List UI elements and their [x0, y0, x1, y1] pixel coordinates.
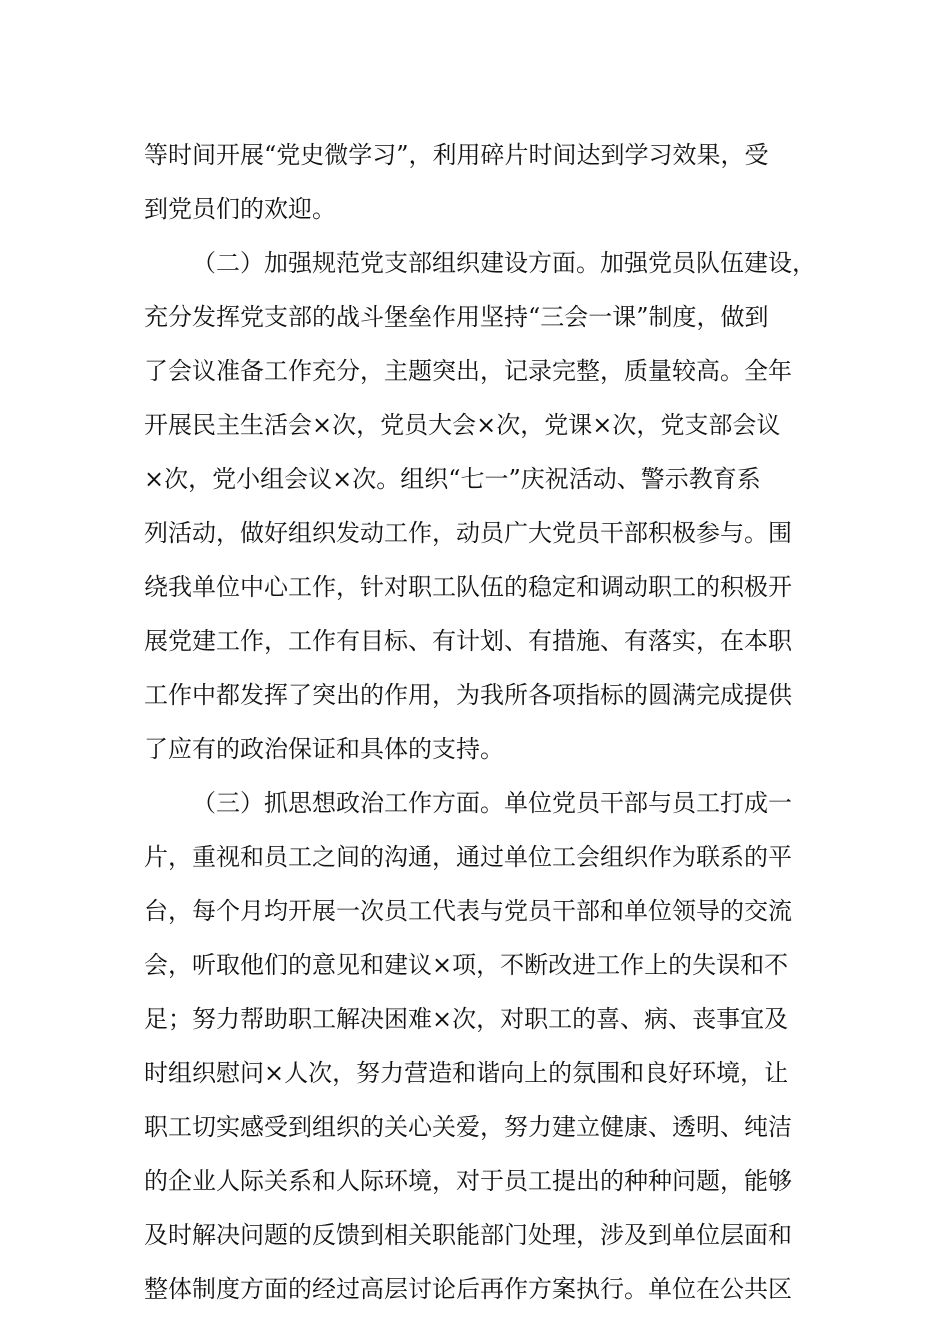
text-line: 展党建工作，工作有目标、有计划、有措施、有落实，在本职 — [144, 627, 792, 655]
text-line: 了会议准备工作充分，主题突出，记录完整，质量较高。全年 — [144, 357, 792, 385]
text-line: 足；努力帮助职工解决困难×次，对职工的喜、病、丧事宜及 — [144, 1005, 789, 1033]
text-line: 了应有的政治保证和具体的支持。 — [144, 735, 504, 763]
text-line: （二）加强规范党支部组织建设方面。加强党员队伍建设， — [192, 249, 816, 277]
text-line: 片，重视和员工之间的沟通，通过单位工会组织作为联系的平 — [144, 843, 792, 871]
text-line: ×次，党小组会议×次。组织“七一”庆祝活动、警示教育系 — [144, 465, 761, 493]
text-line: 工作中都发挥了突出的作用，为我所各项指标的圆满完成提供 — [144, 681, 792, 709]
text-line: 列活动，做好组织发动工作，动员广大党员干部积极参与。围 — [144, 519, 792, 547]
text-line: 整体制度方面的经过高层讨论后再作方案执行。单位在公共区 — [144, 1275, 792, 1303]
text-line: 开展民主生活会×次，党员大会×次，党课×次，党支部会议 — [144, 411, 781, 439]
text-line: 时组织慰问×人次，努力营造和谐向上的氛围和良好环境，让 — [144, 1059, 789, 1087]
text-line: 及时解决问题的反馈到相关职能部门处理，涉及到单位层面和 — [144, 1221, 792, 1249]
text-line: 绕我单位中心工作，针对职工队伍的稳定和调动职工的积极开 — [144, 573, 792, 601]
document-body — [144, 128, 824, 1316]
text-line: 职工切实感受到组织的关心关爱，努力建立健康、透明、纯洁 — [144, 1113, 792, 1141]
text-line: 台，每个月均开展一次员工代表与党员干部和单位领导的交流 — [144, 897, 792, 925]
text-line: 充分发挥党支部的战斗堡垒作用坚持“三会一课”制度，做到 — [144, 303, 769, 331]
text-line: 的企业人际关系和人际环境，对于员工提出的种种问题，能够 — [144, 1167, 792, 1195]
text-line: 到党员们的欢迎。 — [144, 195, 336, 223]
text-line: （三）抓思想政治工作方面。单位党员干部与员工打成一 — [192, 789, 792, 817]
text-line: 等时间开展“党史微学习”，利用碎片时间达到学习效果，受 — [144, 141, 769, 169]
text-line: 会，听取他们的意见和建议×项，不断改进工作上的失误和不 — [144, 951, 789, 979]
